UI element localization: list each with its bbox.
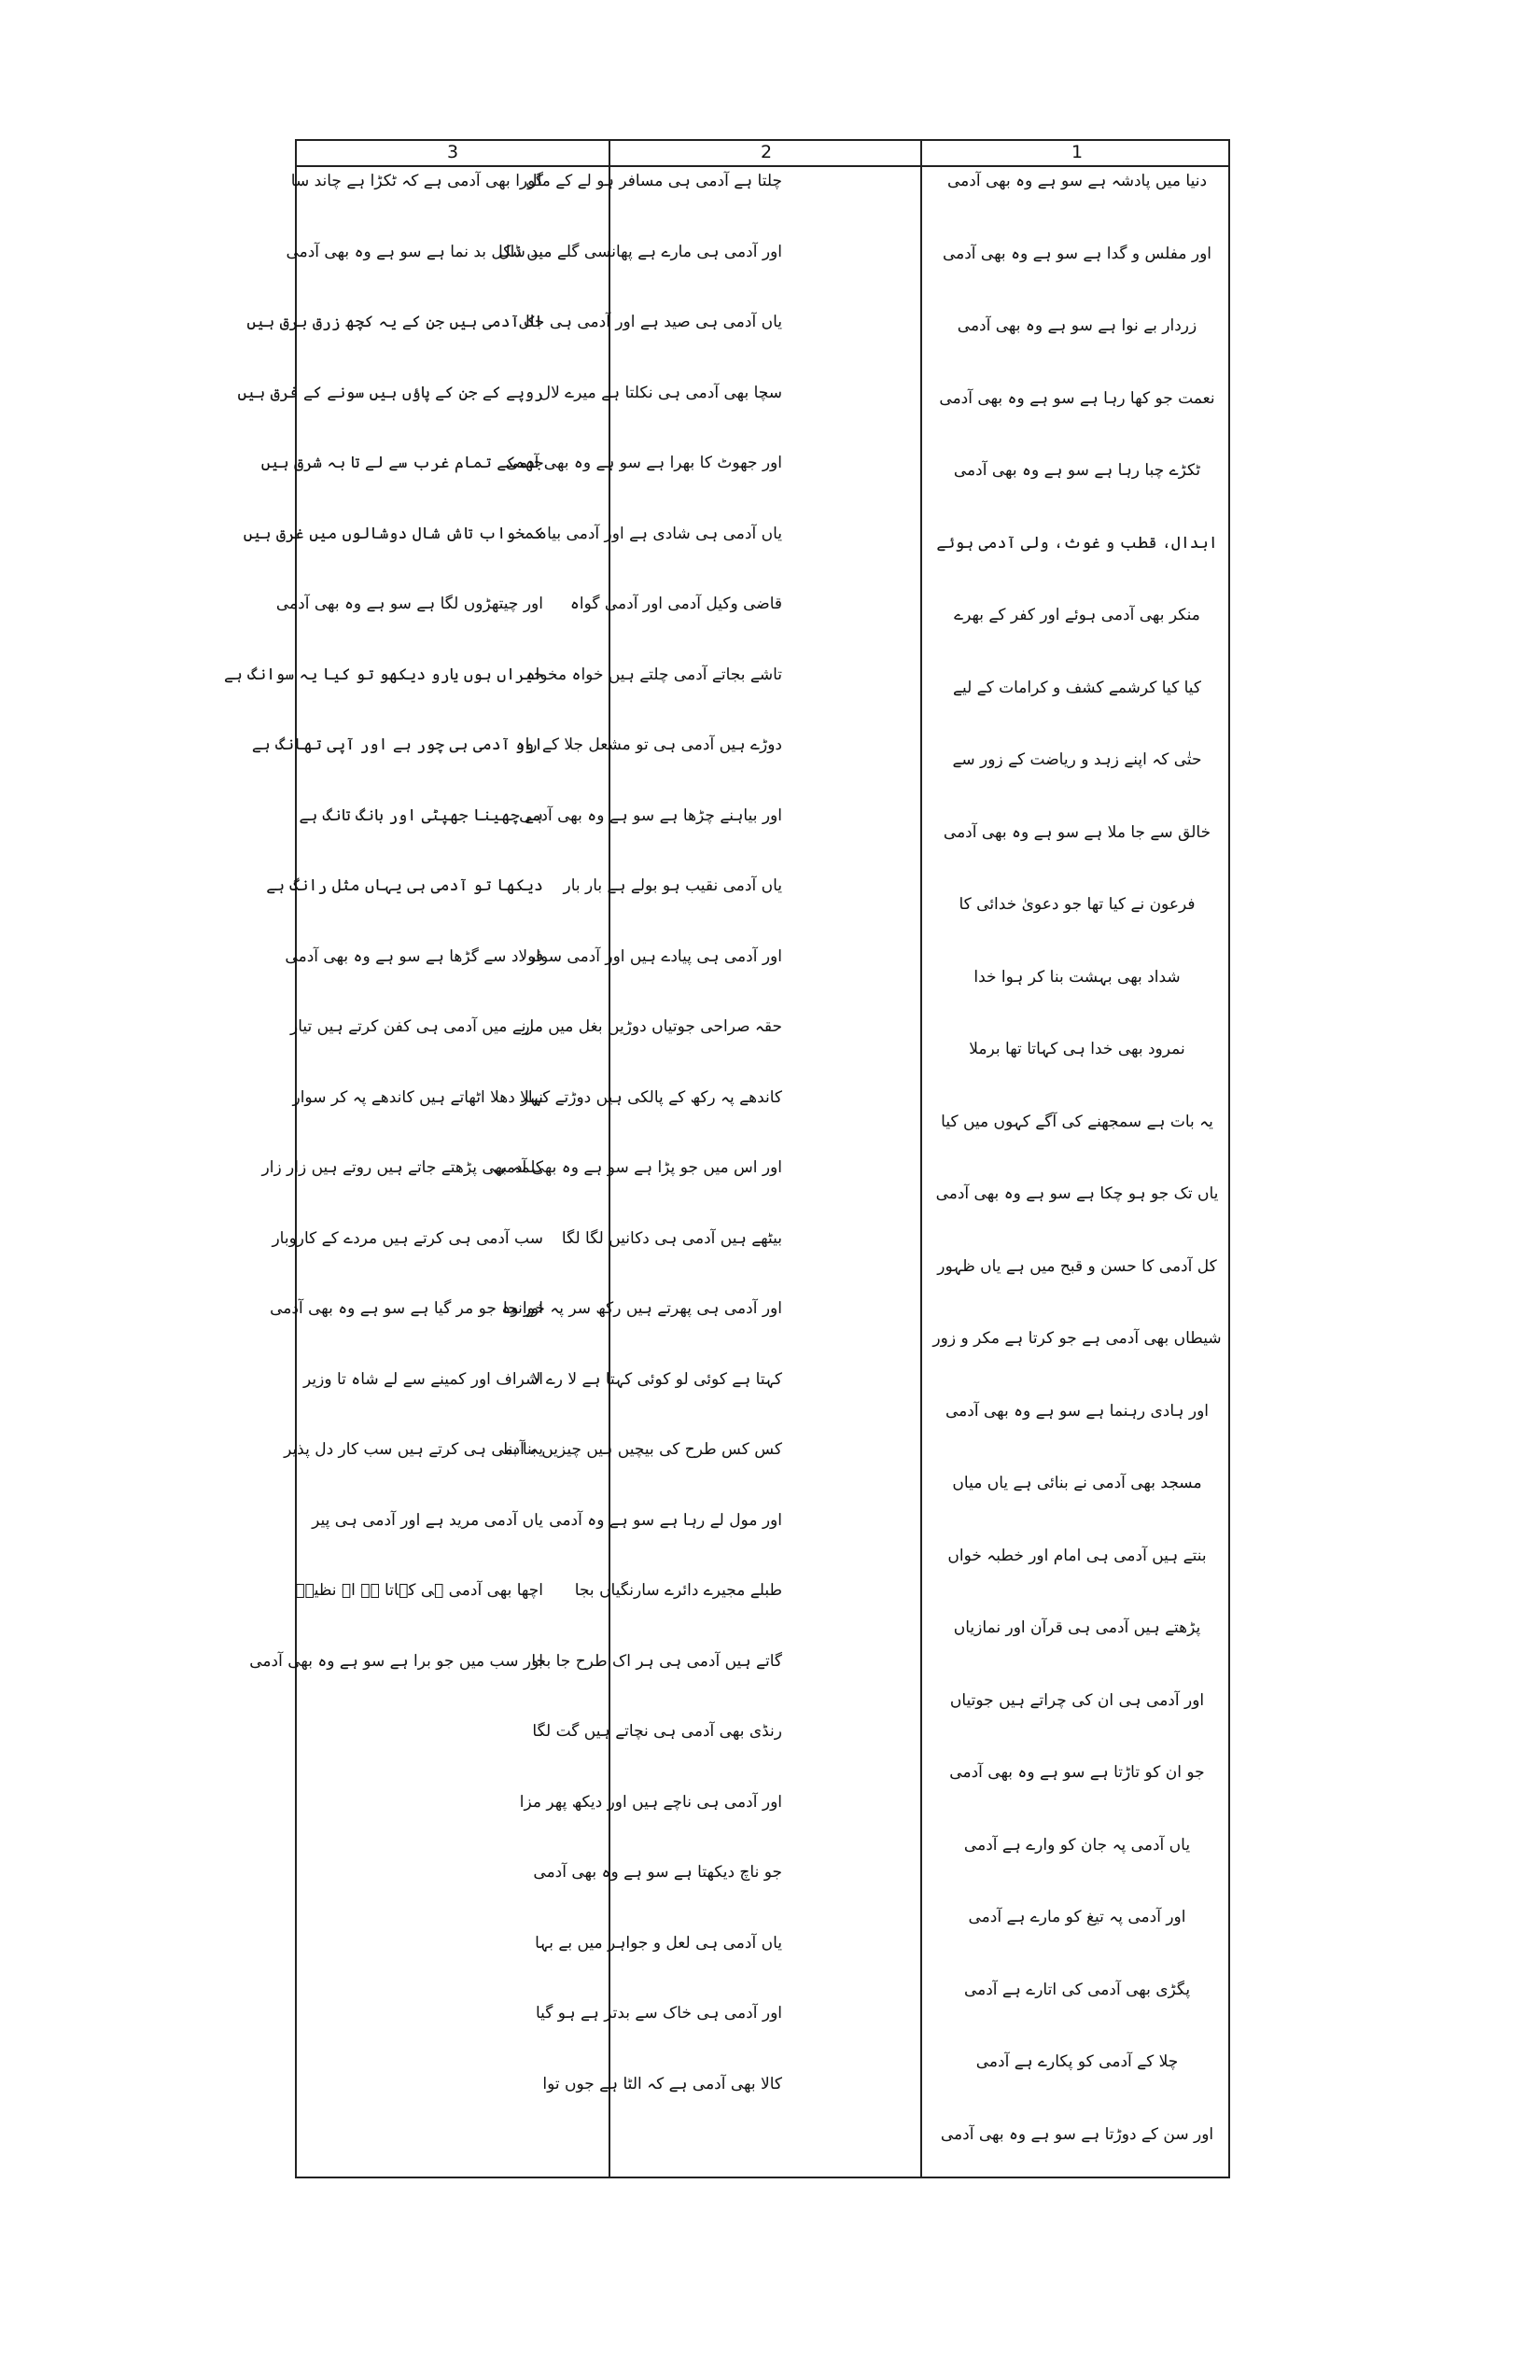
verse-line: کہتا ہے کوئی لو کوئی کہتا ہے لا رے لا — [531, 1369, 782, 1389]
verse-line: دیکھا تو آدمی ہی یہاں مثل رانگ ہے — [266, 876, 543, 895]
verse-line: حتٰی کہ اپنے زہد و ریاضت کے زور سے — [952, 750, 1202, 769]
verse-line: کیا کیا کرشمے کشف و کرامات کے لیے — [952, 678, 1201, 697]
verse-line: خالق سے جا ملا ہے سو ہے وہ بھی آدمی — [943, 822, 1211, 842]
verse-line: یہ بات ہے سمجھنے کی آگے کہوں میں کیا — [941, 1112, 1213, 1131]
verse-line: سب آدمی ہی کرتے ہیں مردے کے کاروبار — [272, 1228, 543, 1248]
verse-line: اور ہادی رہنما ہے سو ہے وہ بھی آدمی — [945, 1401, 1210, 1421]
verse-line: جو ان کو تاڑتا ہے سو ہے وہ بھی آدمی — [949, 1763, 1205, 1782]
verse-line: اور اس میں جو پڑا ہے سو ہے وہ بھی آدمی — [493, 1158, 782, 1177]
column-3-header: 3 — [446, 142, 459, 162]
verse-line: فولاد سے گڑھا ہے سو ہے وہ بھی آدمی — [285, 946, 543, 966]
verse-line: اور آدمی ہی چور ہے اور آپی تھانگ ہے — [251, 735, 543, 754]
verse-line: اور آدمی پہ تیغ کو مارے ہے آدمی — [968, 1908, 1186, 1926]
verse-line: دوڑے ہیں آدمی ہی تو مشعل جلا کے راہ — [515, 735, 782, 754]
verse-line: نعمت جو کھا رہا ہے سو ہے وہ بھی آدمی — [939, 388, 1215, 408]
verse-line: یہ آدمی ہی کرتے ہیں سب کار دل پذیر — [284, 1440, 543, 1459]
verse-line: حیراں ہوں یارو دیکھو تو کیا یہ سوانگ ہے — [223, 665, 543, 684]
verse-line: بنتے ہیں آدمی ہی امام اور خطبہ خواں — [947, 1546, 1207, 1565]
verse-line: گاتے ہیں آدمی ہی ہر اک طرح جا بجا — [531, 1651, 782, 1671]
verse-line: اور آدمی ہی ان کی چراتے ہیں جوتیاں — [949, 1690, 1205, 1710]
verse-line: یاں آدمی پہ جان کو وارے ہے آدمی — [963, 1835, 1191, 1855]
poem-table — [223, 139, 1230, 2178]
verse-line: اور مفلس و گدا ہے سو ہے وہ بھی آدمی — [942, 244, 1212, 263]
verse-line: اور آدمی ہی ناچے ہیں اور دیکھ پھر مزا — [519, 1792, 782, 1812]
verse-line: نمرود بھی خدا ہی کہاتا تھا برملا — [969, 1040, 1185, 1058]
verse-line: اور آدمی ہی مارے ہے پھانسی گلے میں ڈال — [498, 242, 782, 261]
verse-line: مسجد بھی آدمی نے بنائی ہے یاں میاں — [952, 1474, 1202, 1492]
verse-line: اور مول لے رہا ہے سو ہے وہ آدمی — [549, 1510, 782, 1530]
verse-line: زردار بے نوا ہے سو ہے وہ بھی آدمی — [957, 316, 1197, 335]
verse-line: بد شکل بد نما ہے سو ہے وہ بھی آدمی — [286, 242, 543, 261]
column-2 — [493, 139, 922, 2177]
verse-line: جو ناچ دیکھتا ہے سو ہے وہ بھی آدمی — [533, 1863, 782, 1882]
verse-line: اور چیتھڑوں لگا ہے سو ہے وہ بھی آدمی — [275, 595, 543, 613]
verse-line: فرعون نے کیا تھا جو دعویٰ خدائی کا — [959, 895, 1196, 914]
verse-line: ٹکڑے چبا رہا ہے سو ہے وہ بھی آدمی — [953, 461, 1201, 480]
verse-line: اور وہ جو مر گیا ہے سو ہے وہ بھی آدمی — [270, 1299, 543, 1318]
verse-line: کاندھے پہ رکھ کے پالکی ہیں دوڑتے کہار — [520, 1087, 782, 1107]
verse-line: یاں آدمی ہی صید ہے اور آدمی ہی جال — [518, 313, 782, 331]
verse-line: اور آدمی ہی خاک سے بدتر ہے ہو گیا — [535, 2004, 782, 2023]
verse-line: نہلا دھلا اٹھاتے ہیں کاندھے پہ کر سوار — [292, 1087, 543, 1107]
verse-line: چلا کے آدمی کو پکارے ہے آدمی — [975, 2052, 1179, 2071]
verse-line: جھمکے تمام غرب سے لے تا بہ شرق ہیں — [260, 454, 543, 472]
verse-line: منکر بھی آدمی ہوئے اور کفر کے بھرے — [954, 606, 1200, 624]
verse-line: یاں آدمی نقیب ہو بولے ہے بار بار — [563, 876, 782, 895]
verse-line: تاشے بجاتے آدمی چلتے ہیں خواہ مخواہ — [525, 665, 782, 684]
verse-line: کل آدمی کا حسن و قبح میں ہے یاں ظہور — [937, 1256, 1217, 1276]
verse-line: شداد بھی بہشت بنا کر ہوا خدا — [973, 967, 1181, 987]
verse-line: اچھا بھی آدمی ہی کہاتا ہے اے نظیرؔ — [295, 1581, 543, 1600]
column-2-header: 2 — [760, 142, 773, 162]
verse-line: اور سب میں جو برا ہے سو ہے وہ بھی آدمی — [249, 1651, 543, 1671]
verse-line: یاں تک جو ہو چکا ہے سو ہے وہ بھی آدمی — [935, 1184, 1219, 1203]
verse-line: گورا بھی آدمی ہے کہ ٹکڑا ہے چاند سا — [290, 172, 543, 190]
column-1-header: 1 — [1071, 142, 1084, 162]
verse-line: کالا بھی آدمی ہے کہ الٹا ہے جوں توا — [542, 2074, 782, 2093]
verse-line: یاں آدمی مرید ہے اور آدمی ہی پیر — [312, 1510, 543, 1530]
verse-line: سچا بھی آدمی ہی نکلتا ہے میرے لال — [539, 383, 782, 402]
verse-line: اشراف اور کمینے سے لے شاہ تا وزیر — [303, 1369, 543, 1389]
verse-line: شیطاں بھی آدمی ہے جو کرتا ہے مکر و زور — [932, 1329, 1222, 1348]
verse-line: قاضی وکیل آدمی اور آدمی گواہ — [569, 595, 782, 613]
verse-line: مرنے میں آدمی ہی کفن کرتے ہیں تیار — [290, 1017, 543, 1036]
verse-line: اور سن کے دوڑتا ہے سو ہے وہ بھی آدمی — [940, 2124, 1214, 2144]
verse-line: اور جھوٹ کا بھرا ہے سو ہے وہ بھی آدمی — [505, 454, 782, 472]
column-1 — [920, 139, 1232, 2177]
column-2-verses — [493, 167, 922, 2140]
verse-line: اور آدمی ہی پیادے ہیں اور آدمی سوار — [528, 946, 782, 966]
verse-line: ابدال، قطب و غوث، ولی آدمی ہوئے — [936, 533, 1218, 553]
verse-line: رنڈی بھی آدمی ہی نچاتے ہیں گت لگا — [532, 1722, 782, 1741]
verse-line: حقہ صراحی جوتیاں دوڑیں بغل میں مار — [522, 1017, 782, 1036]
verse-line: طبلے مجیرے دائرے سارنگیاں بجا — [574, 1581, 782, 1600]
column-1-verses — [922, 167, 1232, 2192]
verse-line: کلمہ بھی پڑھتے جاتے ہیں روتے ہیں زار زار — [261, 1158, 543, 1177]
verse-line: یاں آدمی ہی لعل و جواہر میں بے بہا — [535, 1933, 782, 1953]
verse-line: بیٹھے ہیں آدمی ہی دکانیں لگا لگا — [561, 1228, 782, 1248]
verse-line: ہے چھینا جھپٹی اور بانگ تانگ ہے — [299, 805, 543, 825]
verse-line: کمخواب تاش شال دوشالوں میں غرق ہیں — [243, 524, 543, 543]
verse-line: روپے کے جن کے پاؤں ہیں سونے کے فرق ہیں — [237, 383, 543, 402]
verse-line: چلتا ہے آدمی ہی مسافر ہو لے کے مال — [525, 172, 782, 190]
verse-line: اک آدمی ہیں جن کے یہ کچھ زرق برق ہیں — [246, 313, 543, 331]
verse-line: پگڑی بھی آدمی کی اتارے ہے آدمی — [963, 1980, 1191, 1999]
verse-line: اور بیاہنے چڑھا ہے سو ہے وہ بھی آدمی — [519, 805, 782, 825]
verse-line: اور آدمی ہی پھرتے ہیں رکھ سر پہ خوانچا — [502, 1299, 782, 1318]
verse-line: پڑھتے ہیں آدمی ہی قرآن اور نمازیاں — [953, 1618, 1201, 1637]
verse-line: کس کس طرح کی بیچیں ہیں چیزیں بنا بنا — [503, 1440, 782, 1459]
verse-line: دنیا میں پادشہ ہے سو ہے وہ بھی آدمی — [946, 172, 1208, 190]
verse-line: یاں آدمی ہی شادی ہے اور آدمی بیاہ — [538, 524, 782, 543]
